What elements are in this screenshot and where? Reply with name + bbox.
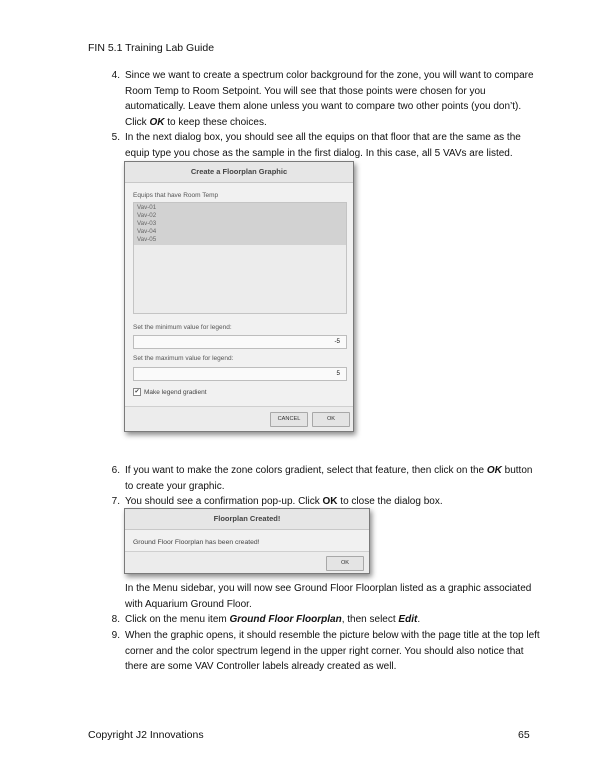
gradient-label: Make legend gradient <box>144 388 207 396</box>
step-text-run: , then select <box>341 614 399 625</box>
max-value-field[interactable] <box>133 367 347 381</box>
list-item[interactable]: Vav-05 <box>137 236 157 243</box>
step-6 <box>102 463 542 494</box>
equips-selected-group <box>134 203 346 245</box>
step-text <box>125 628 542 675</box>
step-text-run: to keep these choices. <box>164 116 267 128</box>
step-text-run: button to create your graphic. <box>125 465 533 492</box>
step-text-run: You should see a confirmation pop-up. Click <box>125 496 323 507</box>
ok-button[interactable]: OK <box>326 556 364 571</box>
step-text-run: Ground Floor Floorplan <box>229 614 342 625</box>
step-number: 5. <box>111 132 120 143</box>
step-5 <box>102 130 542 161</box>
max-value-label: Set the maximum value for legend: <box>133 355 234 362</box>
step-number: 6. <box>111 465 120 476</box>
list-item[interactable]: Vav-04 <box>137 228 157 235</box>
create-floorplan-dialog <box>124 161 354 432</box>
step-text-run: Edit <box>398 614 418 625</box>
page-header: FIN 5.1 Training Lab Guide <box>88 42 215 54</box>
list-item[interactable]: Vav-03 <box>137 220 157 227</box>
ok-button[interactable]: OK <box>312 412 350 427</box>
step-text <box>125 612 542 628</box>
step-text-run: OK <box>149 116 165 128</box>
step-text-run: OK <box>322 496 338 507</box>
min-value-field[interactable] <box>133 335 347 349</box>
step-text <box>125 130 542 161</box>
step-number: 7. <box>111 496 120 507</box>
list-item[interactable]: Vav-01 <box>137 204 157 211</box>
step-text <box>125 463 542 494</box>
menu-sidebar-note: In the Menu sidebar, you will now see Ground Floor Floorplan listed as a graphic associated with Aquarium Ground Floor. <box>125 583 532 610</box>
step-text-run: If you want to make the zone colors gradient, select that feature, then click on the <box>125 465 487 476</box>
step-9 <box>102 628 542 675</box>
floorplan-created-dialog <box>124 508 370 574</box>
dialog-footer <box>125 551 369 573</box>
dialog-title: Floorplan Created! <box>125 509 369 530</box>
list-item[interactable]: Vav-02 <box>137 212 157 219</box>
dialog-footer <box>125 406 353 431</box>
dialog-message: Ground Floor Floorplan has been created! <box>133 539 260 546</box>
step-text-run: Click on the menu item <box>125 614 230 625</box>
step-number: 9. <box>111 630 120 641</box>
step-text-run: In the next dialog box, you should see all the equips on that floor that are the same as the equip type you chose as the sample in the first dialog. In this case, all 5 VAVs are listed. <box>125 132 521 159</box>
gradient-checkbox[interactable]: ✔ <box>134 389 140 395</box>
dialog-title: Create a Floorplan Graphic <box>125 162 353 183</box>
max-value: 5 <box>336 370 340 377</box>
cancel-button[interactable]: CANCEL <box>270 412 308 427</box>
step-text-run: Since we want to create a spectrum color background for the zone, you will want to compare Room Temp to Room Setpoint. You will see that those points were chosen for you automatically. Leave them alone unless you want to compare two other points (you don’t). Click <box>125 70 534 128</box>
step-number: 4. <box>111 70 120 81</box>
step-text-run: to close the dialog box. <box>337 496 443 507</box>
step-number: 8. <box>111 614 120 625</box>
page-number: 65 <box>518 729 530 741</box>
step-4 <box>102 68 542 130</box>
min-value-label: Set the minimum value for legend: <box>133 324 232 331</box>
step-text-run: OK <box>486 465 502 476</box>
equips-list[interactable] <box>133 202 347 314</box>
page-footer-copyright: Copyright J2 Innovations <box>88 729 204 741</box>
min-value: -5 <box>334 338 340 345</box>
step-text-run: When the graphic opens, it should resemble the picture below with the page title at the top left corner and the color spectrum legend in the upper right corner. You should also notice that there are some VAV Controller labels already created as well. <box>125 630 540 672</box>
step-text-run: . <box>417 614 421 625</box>
step-text <box>125 68 542 130</box>
gradient-option[interactable] <box>133 388 207 396</box>
step-8 <box>102 612 542 628</box>
equips-label: Equips that have Room Temp <box>133 192 219 199</box>
